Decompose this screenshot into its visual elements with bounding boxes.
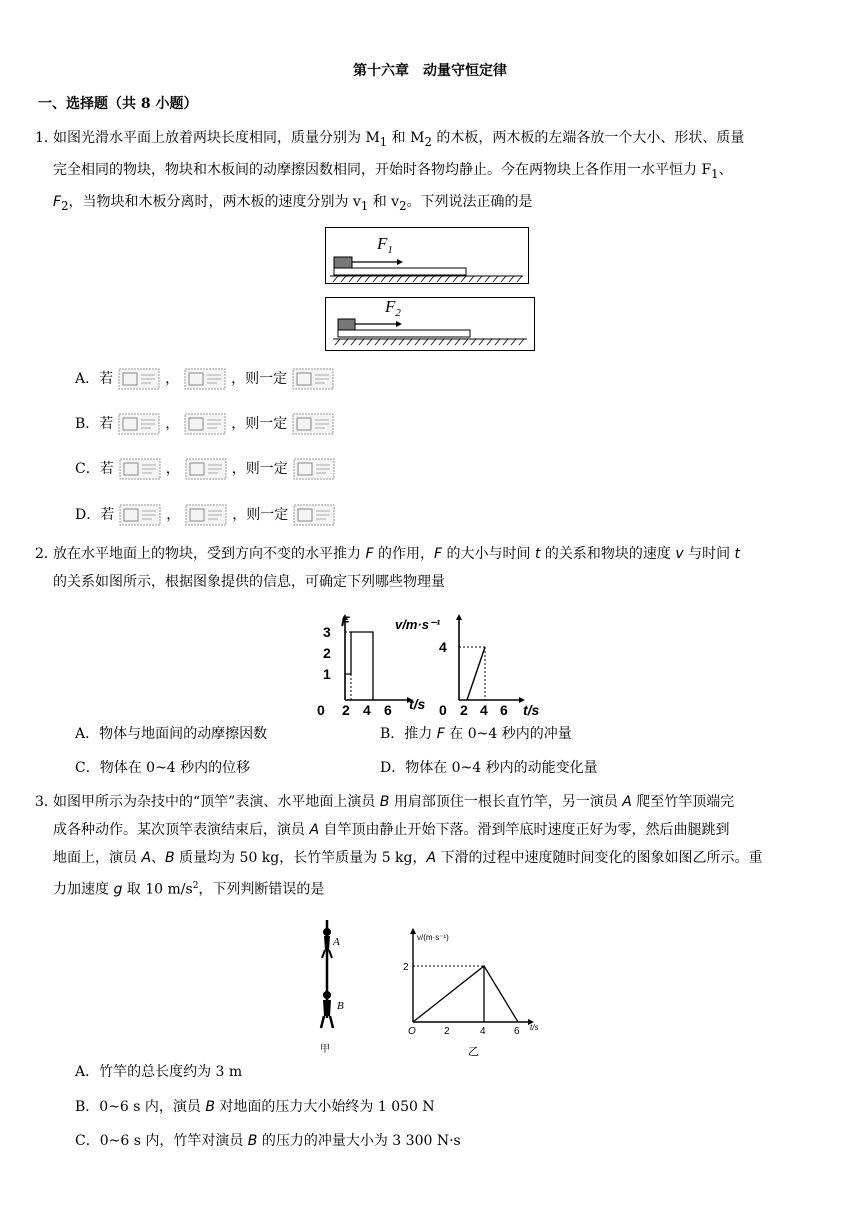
v-axis-label: v/(m·s⁻¹) (417, 933, 449, 942)
option-text: 若 (100, 507, 115, 523)
t-axis-label: t/s (523, 702, 540, 718)
board-diagram-1 (325, 227, 529, 284)
formula-image (183, 412, 227, 436)
chapter-title: 第十六章 动量守恒定律 (353, 63, 507, 79)
formula-image (292, 503, 336, 527)
section-heading: 一、选择题（共 8 小题） (38, 96, 198, 112)
y-tick: 4 (439, 639, 447, 655)
option-text: ， (165, 461, 180, 477)
formula-image (117, 367, 161, 391)
figure-caption: 乙 (468, 1045, 479, 1058)
formula-image (117, 412, 161, 436)
question-line: 如图光滑水平面上放着两块长度相同，质量分别为 $M_1$ 和 $M_2$ 的木板，两木板的左端各放一个大小、形状、质量 (53, 130, 745, 149)
option-label: B． (75, 416, 100, 432)
x-tick: 0 (439, 702, 447, 718)
q3-option-b[interactable]: B．0~6 s 内，演员 B 对地面的压力大小始终为 1 050 N (75, 1099, 435, 1115)
question-line: 完全相同的物块，物块和木板间的动摩擦因数相同，开始时各物均静止。今在两物块上各作用一水平恒力 $F_1$、 (53, 161, 733, 181)
question-line: 地面上，演员 A、B 质量均为 50 kg，长竹竿质量为 5 kg，A 下滑的过程中速度随时间变化的图象如图乙所示。重 (53, 850, 763, 866)
option-text: ， (166, 507, 181, 523)
t-axis-label: t/s (530, 1023, 539, 1032)
formula-image (292, 457, 336, 481)
pole-performers-figure (310, 918, 350, 1056)
option-text: ，则一定 (232, 507, 289, 523)
y-tick: 1 (323, 666, 331, 682)
question-number: 2． (35, 546, 58, 562)
q2-option-a[interactable]: A．物体与地面间的动摩擦因数 (75, 726, 268, 742)
formula-image (184, 457, 228, 481)
question-line: 力加速度 g 取 10 $m/s^2$，下列判断错误的是 (53, 881, 325, 898)
y-tick: 2 (323, 645, 331, 661)
y-tick: 2 (403, 962, 409, 973)
figure-caption: 甲 (320, 1044, 330, 1055)
question-number: 1． (35, 130, 58, 146)
performer-a (323, 928, 331, 936)
t-axis-label: t/s (409, 696, 426, 712)
question-2 (35, 540, 813, 596)
option-label: A． (75, 371, 100, 387)
option-text: ， (165, 371, 180, 387)
question-line: 如图甲所示为杂技中的“顶竿”表演、水平地面上演员 B 用肩部顶住一根长直竹竿，另一演员 A 爬至竹竿顶端完 (53, 794, 735, 810)
q2-option-d[interactable]: D．物体在 0~4 秒内的动能变化量 (380, 760, 598, 776)
option-text: ， (165, 416, 180, 432)
x-tick: O (408, 1026, 416, 1037)
q1-option-c[interactable] (75, 457, 340, 481)
v-axis-label: v/m·s⁻¹ (395, 617, 441, 632)
force-label-f1: $F_1$ (377, 234, 393, 256)
formula-image (291, 412, 335, 436)
q3-option-c[interactable]: C．0~6 s 内，竹竿对演员 B 的压力的冲量大小为 3 300 N·s (75, 1133, 461, 1149)
x-tick: 0 (317, 702, 325, 718)
formula-image (118, 457, 162, 481)
option-text: ，则一定 (231, 416, 288, 432)
f-curve (345, 632, 373, 700)
question-1 (35, 124, 813, 219)
formula-image (184, 503, 228, 527)
question-number: 3． (35, 794, 58, 810)
option-text: 若 (99, 416, 114, 432)
q2-option-b[interactable]: B．推力 F 在 0~4 秒内的冲量 (380, 726, 572, 742)
q1-option-a[interactable] (75, 367, 339, 391)
formula-image (291, 367, 335, 391)
q1-option-d[interactable] (75, 503, 340, 527)
x-tick: 6 (500, 702, 508, 718)
x-tick: 6 (384, 702, 392, 718)
force-label-f2: $F_2$ (385, 297, 401, 319)
label-a: A (333, 936, 340, 948)
x-tick: 4 (363, 702, 371, 718)
question-line: $F_2$，当物块和木板分离时，两木板的速度分别为 $v_1$ 和 $v_2$。下列说法正确的是 (53, 193, 533, 213)
q3-vt-graph (400, 926, 550, 1058)
question-3 (35, 788, 813, 904)
v-curve (467, 647, 485, 700)
f-axis-label: F (341, 613, 350, 629)
question-line: 放在水平地面上的物块，受到方向不变的水平推力 F 的作用，F 的大小与时间 t 的关系和物块的速度 v 与时间 t (53, 546, 741, 562)
v-curve (413, 966, 518, 1022)
formula-image (118, 503, 162, 527)
option-text: 若 (99, 371, 114, 387)
x-tick: 2 (460, 702, 468, 718)
q3-option-a[interactable]: A．竹竿的总长度约为 3 m (75, 1064, 243, 1080)
option-label: C． (75, 461, 100, 477)
option-label: D． (75, 507, 101, 523)
formula-image (183, 367, 227, 391)
x-tick: 2 (342, 702, 350, 718)
x-tick: 4 (480, 1026, 486, 1037)
option-text: ，则一定 (231, 461, 288, 477)
performer-b (323, 991, 331, 999)
y-tick: 3 (323, 624, 331, 640)
q1-option-b[interactable] (75, 412, 339, 436)
q2-option-c[interactable]: C．物体在 0~4 秒内的位移 (75, 760, 251, 776)
option-text: ，则一定 (231, 371, 288, 387)
x-tick: 6 (514, 1026, 520, 1037)
q2-graphs (315, 612, 540, 720)
x-tick: 4 (480, 702, 488, 718)
board-diagram-2 (325, 297, 535, 351)
option-text: 若 (99, 461, 114, 477)
question-line: 的关系如图所示，根据图象提供的信息，可确定下列哪些物理量 (53, 574, 445, 590)
label-b: B (337, 1000, 344, 1012)
question-line: 成各种动作。某次顶竿表演结束后，演员 A 自竿顶由静止开始下落。滑到竿底时速度正好为零，然后曲腿跳到 (53, 822, 730, 838)
x-tick: 2 (444, 1026, 450, 1037)
